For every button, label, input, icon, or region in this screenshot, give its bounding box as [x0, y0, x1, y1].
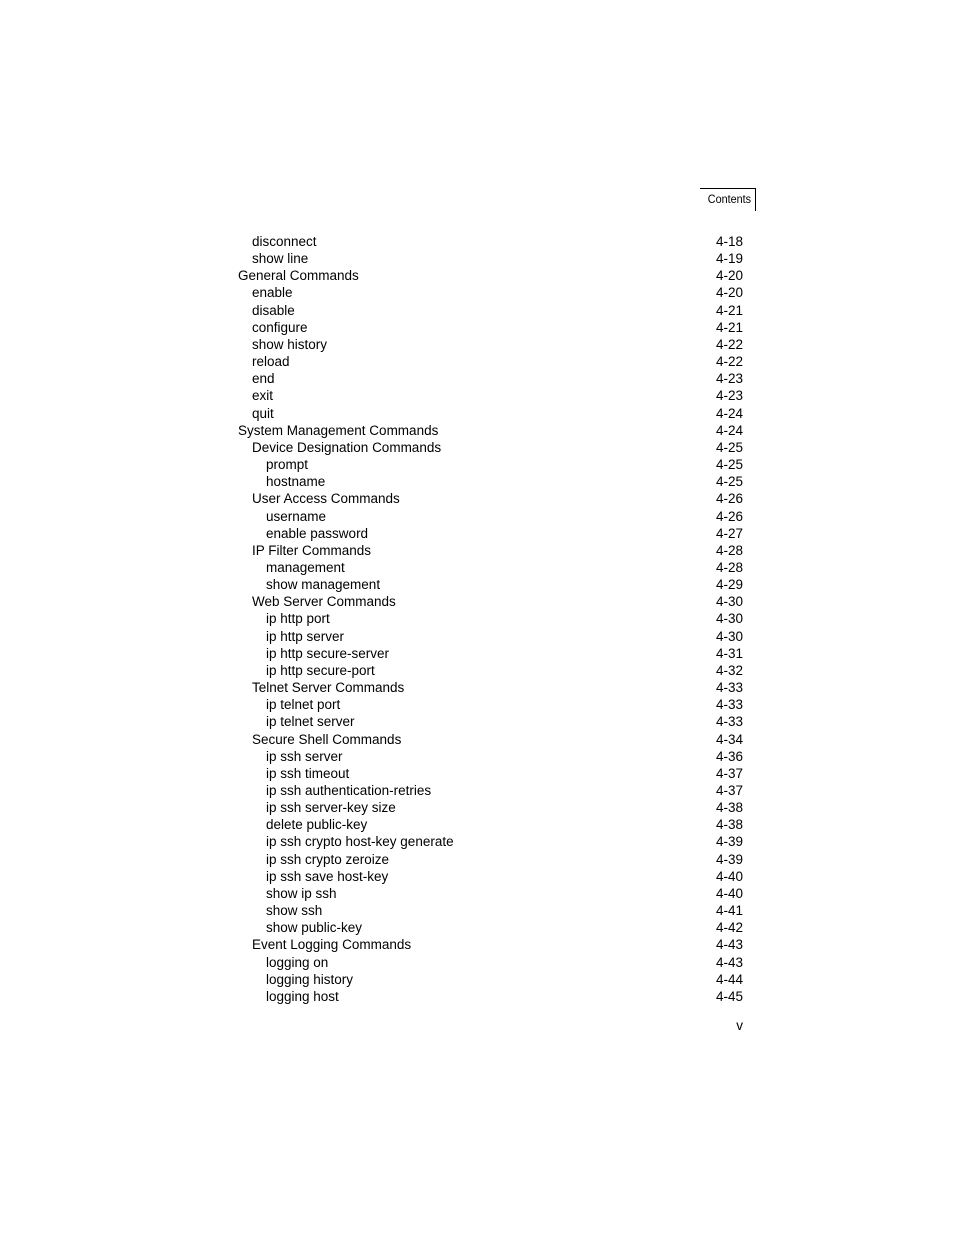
toc-entry-title: prompt: [266, 457, 309, 473]
toc-entry-page: 4-39: [715, 851, 743, 867]
toc-entry[interactable]: [238, 919, 743, 936]
toc-entry-page: 4-33: [715, 697, 743, 713]
toc-entry[interactable]: [238, 645, 743, 662]
toc-entry-page: 4-38: [715, 817, 743, 833]
toc-entry[interactable]: [238, 456, 743, 473]
toc-entry-title: ip ssh authentication-retries: [266, 783, 432, 798]
toc-entry-page: 4-40: [715, 868, 743, 884]
toc-entry-title: end: [252, 371, 275, 387]
toc-entry-page: 4-33: [715, 714, 743, 730]
toc-entry[interactable]: [238, 731, 743, 748]
toc-entry-page: 4-25: [715, 474, 743, 490]
toc-entry[interactable]: [238, 782, 743, 799]
toc-entry-page: 4-25: [715, 457, 743, 473]
toc-entry-page: 4-36: [715, 748, 743, 764]
toc-entry[interactable]: [238, 319, 743, 336]
toc-entry-page: 4-21: [715, 319, 743, 335]
toc-entry-page: 4-22: [715, 336, 743, 352]
toc-entry-title: ip telnet port: [266, 697, 341, 713]
table-of-contents: [238, 233, 743, 1005]
toc-entry-title: username: [266, 508, 327, 524]
toc-entry-title: ip http port: [266, 611, 330, 627]
toc-entry-page: 4-24: [715, 405, 743, 421]
toc-entry-title: ip ssh save host-key: [266, 868, 389, 884]
toc-entry-title: disconnect: [252, 234, 317, 249]
toc-entry[interactable]: [238, 679, 743, 696]
toc-entry-title: General Commands: [238, 268, 359, 284]
toc-entry[interactable]: [238, 954, 743, 971]
toc-entry-title: System Management Commands: [238, 422, 439, 438]
toc-entry[interactable]: [238, 542, 743, 559]
toc-entry-title: show public-key: [266, 920, 363, 936]
toc-entry-title: show ssh: [266, 903, 323, 919]
toc-entry-page: 4-45: [715, 988, 743, 1004]
toc-entry-page: 4-33: [715, 680, 743, 696]
toc-entry-title: ip http secure-port: [266, 662, 375, 678]
toc-entry-title: enable: [252, 285, 293, 301]
toc-entry[interactable]: [238, 250, 743, 267]
toc-entry-page: 4-23: [715, 371, 743, 387]
toc-entry-page: 4-24: [715, 422, 743, 438]
toc-entry[interactable]: [238, 576, 743, 593]
toc-entry[interactable]: [238, 885, 743, 902]
toc-entry-page: 4-30: [715, 611, 743, 627]
toc-entry-page: 4-22: [715, 354, 743, 370]
toc-entry-page: 4-31: [715, 645, 743, 661]
toc-entry-page: 4-29: [715, 577, 743, 593]
toc-entry-page: 4-30: [715, 628, 743, 644]
toc-entry-title: exit: [252, 388, 274, 404]
toc-entry[interactable]: [238, 971, 743, 988]
toc-entry-page: 4-39: [715, 834, 743, 850]
toc-entry-title: ip http server: [266, 628, 345, 644]
toc-entry-title: reload: [252, 354, 290, 370]
page-number: v: [736, 1018, 743, 1033]
toc-entry[interactable]: [238, 422, 743, 439]
toc-entry-page: 4-34: [715, 731, 743, 747]
toc-entry-title: show history: [252, 336, 328, 352]
toc-entry-title: ip ssh crypto zeroize: [266, 851, 390, 867]
toc-entry[interactable]: [238, 267, 743, 284]
toc-entry[interactable]: [238, 353, 743, 370]
section-label: Contents: [707, 192, 751, 206]
toc-entry-page: 4-37: [715, 765, 743, 781]
toc-entry[interactable]: [238, 902, 743, 919]
toc-entry[interactable]: [238, 610, 743, 627]
toc-entry-title: delete public-key: [266, 817, 368, 833]
toc-entry[interactable]: [238, 833, 743, 850]
toc-entry-title: show management: [266, 577, 381, 593]
toc-entry-title: quit: [252, 405, 274, 421]
toc-entry[interactable]: [238, 508, 743, 525]
toc-entry-title: IP Filter Commands: [252, 542, 372, 558]
toc-entry[interactable]: [238, 525, 743, 542]
toc-entry[interactable]: [238, 765, 743, 782]
toc-entry-page: 4-25: [715, 439, 743, 455]
toc-entry[interactable]: [238, 302, 743, 319]
toc-entry[interactable]: [238, 473, 743, 490]
toc-entry-page: 4-42: [715, 920, 743, 936]
toc-entry-page: 4-20: [715, 285, 743, 301]
toc-entry-page: 4-28: [715, 559, 743, 575]
toc-entry-page: 4-32: [715, 662, 743, 678]
toc-entry-title: ip http secure-server: [266, 645, 390, 661]
toc-entry-title: configure: [252, 319, 308, 335]
toc-entry-page: 4-28: [715, 542, 743, 558]
toc-entry-title: hostname: [266, 474, 326, 490]
toc-entry-page: 4-23: [715, 388, 743, 404]
toc-entry-title: Event Logging Commands: [252, 937, 412, 953]
toc-entry-page: 4-26: [715, 508, 743, 524]
toc-entry[interactable]: [238, 284, 743, 301]
toc-entry-page: 4-21: [715, 302, 743, 318]
toc-entry[interactable]: [238, 662, 743, 679]
toc-entry[interactable]: [238, 936, 743, 953]
toc-entry[interactable]: [238, 868, 743, 885]
toc-entry[interactable]: [238, 490, 743, 507]
toc-entry[interactable]: [238, 559, 743, 576]
toc-entry[interactable]: [238, 748, 743, 765]
toc-entry-page: 4-43: [715, 954, 743, 970]
toc-entry[interactable]: [238, 988, 743, 1005]
toc-entry[interactable]: [238, 799, 743, 816]
section-tab: [700, 188, 756, 211]
toc-entry-title: Secure Shell Commands: [252, 731, 402, 747]
toc-entry-title: Web Server Commands: [252, 594, 396, 610]
toc-entry[interactable]: [238, 593, 743, 610]
toc-entry[interactable]: [238, 439, 743, 456]
toc-entry-title: Device Designation Commands: [252, 439, 442, 455]
toc-entry-title: logging host: [266, 988, 339, 1004]
toc-entry-title: Telnet Server Commands: [252, 680, 405, 696]
toc-entry-page: 4-27: [715, 525, 743, 541]
toc-entry[interactable]: [238, 696, 743, 713]
toc-entry-title: ip ssh timeout: [266, 765, 350, 781]
toc-entry[interactable]: [238, 387, 743, 404]
toc-entry-page: 4-38: [715, 800, 743, 816]
toc-entry-page: 4-30: [715, 594, 743, 610]
toc-entry-page: 4-44: [715, 971, 743, 987]
toc-entry-page: 4-40: [715, 885, 743, 901]
toc-entry-title: show line: [252, 251, 309, 267]
toc-entry[interactable]: [238, 336, 743, 353]
toc-entry[interactable]: [238, 851, 743, 868]
toc-entry[interactable]: [238, 628, 743, 645]
toc-entry-title: management: [266, 559, 345, 575]
toc-entry-title: enable password: [266, 525, 369, 541]
toc-entry[interactable]: [238, 233, 743, 250]
toc-entry-page: 4-26: [715, 491, 743, 507]
toc-entry-title: show ip ssh: [266, 885, 337, 901]
toc-entry-title: ip ssh crypto host-key generate: [266, 834, 454, 850]
toc-entry[interactable]: [238, 370, 743, 387]
toc-entry[interactable]: [238, 816, 743, 833]
toc-entry-title: ip telnet server: [266, 714, 355, 730]
toc-entry-title: ip ssh server: [266, 748, 343, 764]
toc-entry-page: 4-41: [715, 903, 743, 919]
toc-entry-page: 4-20: [715, 268, 743, 284]
toc-entry-page: 4-19: [715, 251, 743, 267]
toc-entry-title: ip ssh server-key size: [266, 800, 396, 816]
toc-entry[interactable]: [238, 713, 743, 730]
toc-entry-page: 4-18: [715, 234, 743, 249]
toc-entry-title: disable: [252, 302, 295, 318]
toc-entry-title: User Access Commands: [252, 491, 400, 507]
toc-entry[interactable]: [238, 405, 743, 422]
toc-entry-page: 4-43: [715, 937, 743, 953]
toc-entry-title: logging on: [266, 954, 329, 970]
toc-entry-page: 4-37: [715, 783, 743, 798]
toc-entry-title: logging history: [266, 971, 354, 987]
